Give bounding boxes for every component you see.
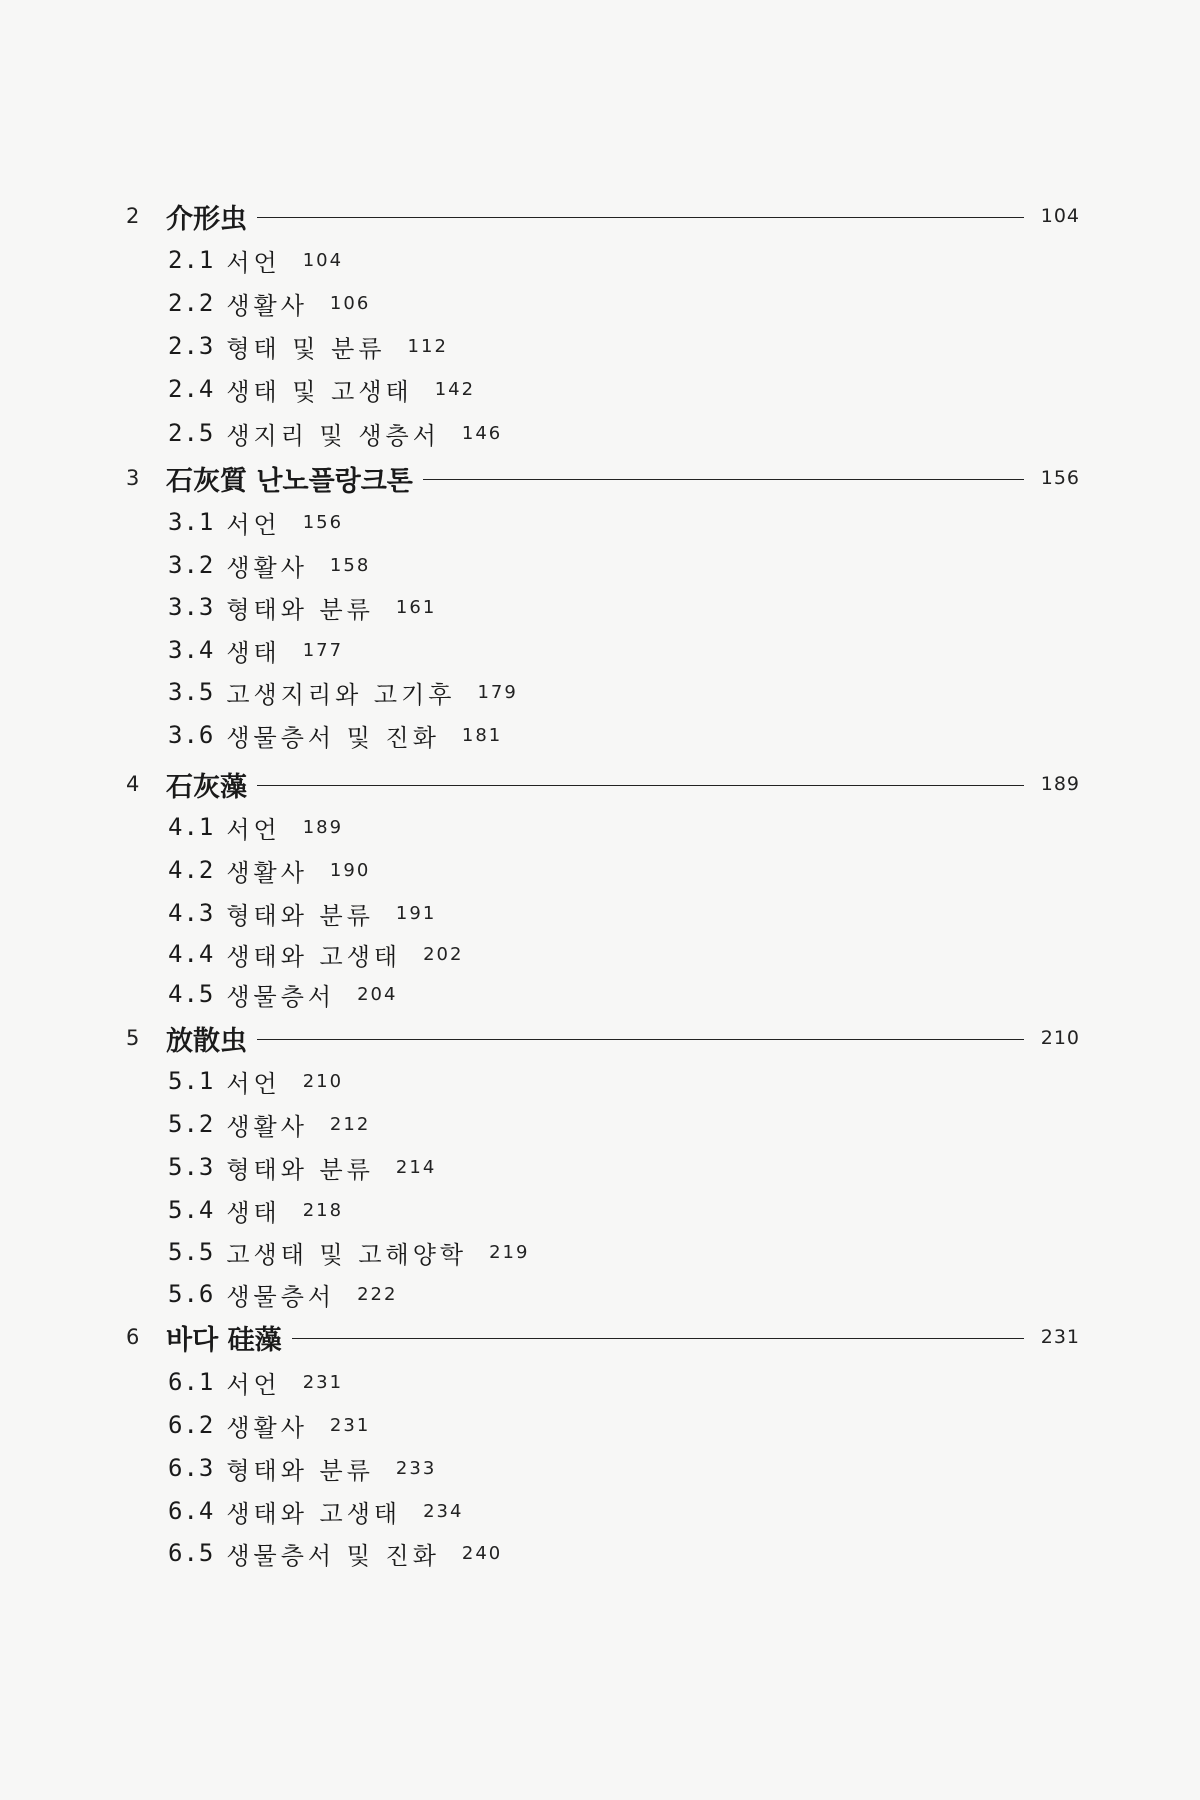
chapter-page-number: 210: [1040, 1027, 1080, 1049]
section-number: 6.3: [168, 1454, 215, 1482]
section-number: 2.2: [168, 289, 215, 317]
section-entry[interactable]: [168, 1405, 370, 1445]
section-number: 6.4: [168, 1497, 215, 1525]
section-page-number: 234: [423, 1500, 464, 1522]
section-entry[interactable]: [168, 1061, 343, 1101]
section-entry[interactable]: [168, 502, 343, 542]
section-page-number: 142: [434, 378, 476, 400]
section-title: 형태 및 분류: [226, 334, 386, 363]
section-title: 서언: [226, 510, 281, 539]
chapter-number: 6: [126, 1325, 140, 1349]
section-page-number: 158: [329, 554, 371, 576]
section-number: 4.4: [168, 940, 215, 968]
section-page-number: 156: [302, 511, 344, 533]
section-page-number: 204: [357, 983, 398, 1005]
chapter-heading[interactable]: [126, 1317, 1080, 1357]
section-number: 5.3: [168, 1153, 215, 1181]
section-page-number: 179: [477, 681, 518, 703]
section-title: 형태와 분류: [226, 595, 374, 624]
section-entry[interactable]: [168, 283, 370, 323]
section-number: 3.4: [168, 636, 215, 664]
section-page-number: 112: [407, 335, 448, 357]
section-number: 2.4: [168, 375, 215, 403]
section-entry[interactable]: [168, 326, 448, 366]
section-title: 고생태 및 고해양학: [226, 1240, 468, 1269]
chapter-title: 石灰質 난노플랑크톤: [166, 465, 413, 497]
section-number: 4.5: [168, 980, 215, 1008]
section-title: 서언: [226, 248, 281, 277]
section-page-number: 231: [329, 1414, 371, 1436]
section-title: 생활사: [226, 1413, 308, 1442]
section-page-number: 214: [395, 1156, 437, 1178]
section-number: 2.3: [168, 332, 215, 360]
section-entry[interactable]: [168, 413, 502, 453]
chapter-title: 石灰藻: [166, 771, 247, 803]
section-title: 형태와 분류: [226, 901, 374, 930]
section-title: 생태 및 고생태: [226, 377, 413, 406]
chapter-number: 5: [126, 1026, 140, 1050]
chapter-heading[interactable]: [126, 458, 1080, 498]
section-entry[interactable]: [168, 1274, 397, 1314]
section-title: 생활사: [226, 858, 308, 887]
section-title: 생활사: [226, 1112, 308, 1141]
chapter-page-number: 156: [1040, 467, 1080, 489]
section-number: 5.1: [168, 1067, 215, 1095]
section-page-number: 210: [302, 1070, 344, 1092]
section-number: 5.5: [168, 1238, 215, 1266]
section-title: 생물층서 및 진화: [226, 1541, 440, 1570]
chapter-page-number: 104: [1040, 205, 1080, 227]
section-page-number: 212: [329, 1113, 371, 1135]
section-number: 3.6: [168, 721, 215, 749]
section-entry[interactable]: [168, 893, 436, 933]
section-number: 5.6: [168, 1280, 215, 1308]
section-number: 3.5: [168, 678, 215, 706]
section-page-number: 222: [357, 1283, 398, 1305]
section-page-number: 191: [395, 902, 437, 924]
section-page-number: 146: [461, 422, 503, 444]
section-title: 생태: [226, 1198, 281, 1227]
section-number: 4.1: [168, 813, 215, 841]
section-title: 서언: [226, 815, 281, 844]
section-page-number: 104: [302, 249, 344, 271]
section-title: 고생지리와 고기후: [226, 680, 456, 709]
chapter-page-number: 231: [1040, 1326, 1080, 1348]
chapter-heading[interactable]: [126, 764, 1080, 804]
section-entry[interactable]: [168, 369, 475, 409]
section-entry[interactable]: [168, 240, 343, 280]
section-entry[interactable]: [168, 1362, 343, 1402]
section-title: 생태와 고생태: [226, 1499, 402, 1528]
section-entry[interactable]: [168, 1448, 436, 1488]
chapter-title: 介形虫: [166, 203, 247, 235]
chapter-heading[interactable]: [126, 196, 1080, 236]
section-number: 5.4: [168, 1196, 215, 1224]
section-title: 생활사: [226, 291, 308, 320]
section-title: 생물층서 및 진화: [226, 723, 440, 752]
chapter-title: 放散虫: [166, 1025, 247, 1057]
section-title: 생태와 고생태: [226, 942, 402, 971]
section-title: 서언: [226, 1069, 281, 1098]
section-page-number: 218: [302, 1199, 344, 1221]
section-title: 생물층서: [226, 1282, 336, 1311]
section-page-number: 106: [329, 292, 371, 314]
chapter-number: 4: [126, 772, 140, 796]
section-page-number: 233: [395, 1457, 437, 1479]
section-number: 6.2: [168, 1411, 215, 1439]
section-title: 생활사: [226, 553, 308, 582]
section-entry[interactable]: [168, 1533, 502, 1573]
section-page-number: 202: [423, 943, 464, 965]
section-page-number: 231: [302, 1371, 344, 1393]
leader-rule: [257, 785, 1024, 786]
section-title: 생태: [226, 638, 281, 667]
section-title: 생지리 및 생층서: [226, 421, 440, 450]
section-entry[interactable]: [168, 587, 436, 627]
section-entry[interactable]: [168, 1491, 463, 1531]
section-page-number: 190: [329, 859, 371, 881]
section-entry[interactable]: [168, 850, 370, 890]
section-number: 3.2: [168, 551, 215, 579]
section-number: 6.1: [168, 1368, 215, 1396]
section-entry[interactable]: [168, 974, 397, 1014]
section-page-number: 181: [461, 724, 503, 746]
chapter-page-number: 189: [1040, 773, 1080, 795]
leader-rule: [257, 217, 1024, 218]
section-entry[interactable]: [168, 807, 343, 847]
section-title: 형태와 분류: [226, 1456, 374, 1485]
section-entry[interactable]: [168, 545, 370, 585]
chapter-number: 2: [126, 204, 140, 228]
chapter-number: 3: [126, 466, 140, 490]
chapter-heading[interactable]: [126, 1018, 1080, 1058]
leader-rule: [257, 1039, 1024, 1040]
section-number: 3.3: [168, 593, 215, 621]
section-entry[interactable]: [168, 630, 343, 670]
section-entry[interactable]: [168, 1190, 343, 1230]
section-page-number: 177: [302, 639, 344, 661]
section-page-number: 240: [461, 1542, 503, 1564]
section-number: 2.5: [168, 419, 215, 447]
section-number: 4.2: [168, 856, 215, 884]
section-entry[interactable]: [168, 1147, 436, 1187]
section-entry[interactable]: [168, 1104, 370, 1144]
section-number: 3.1: [168, 508, 215, 536]
chapter-title: 바다 硅藻: [166, 1324, 282, 1356]
section-entry[interactable]: [168, 672, 518, 712]
section-number: 6.5: [168, 1539, 215, 1567]
section-title: 생물층서: [226, 982, 336, 1011]
section-entry[interactable]: [168, 934, 463, 974]
section-page-number: 161: [395, 596, 437, 618]
leader-rule: [292, 1338, 1024, 1339]
leader-rule: [423, 479, 1024, 480]
section-entry[interactable]: [168, 715, 502, 755]
section-number: 2.1: [168, 246, 215, 274]
section-title: 형태와 분류: [226, 1155, 374, 1184]
section-title: 서언: [226, 1370, 281, 1399]
section-entry[interactable]: [168, 1232, 529, 1272]
section-page-number: 219: [489, 1241, 530, 1263]
section-number: 5.2: [168, 1110, 215, 1138]
section-number: 4.3: [168, 899, 215, 927]
section-page-number: 189: [302, 816, 344, 838]
